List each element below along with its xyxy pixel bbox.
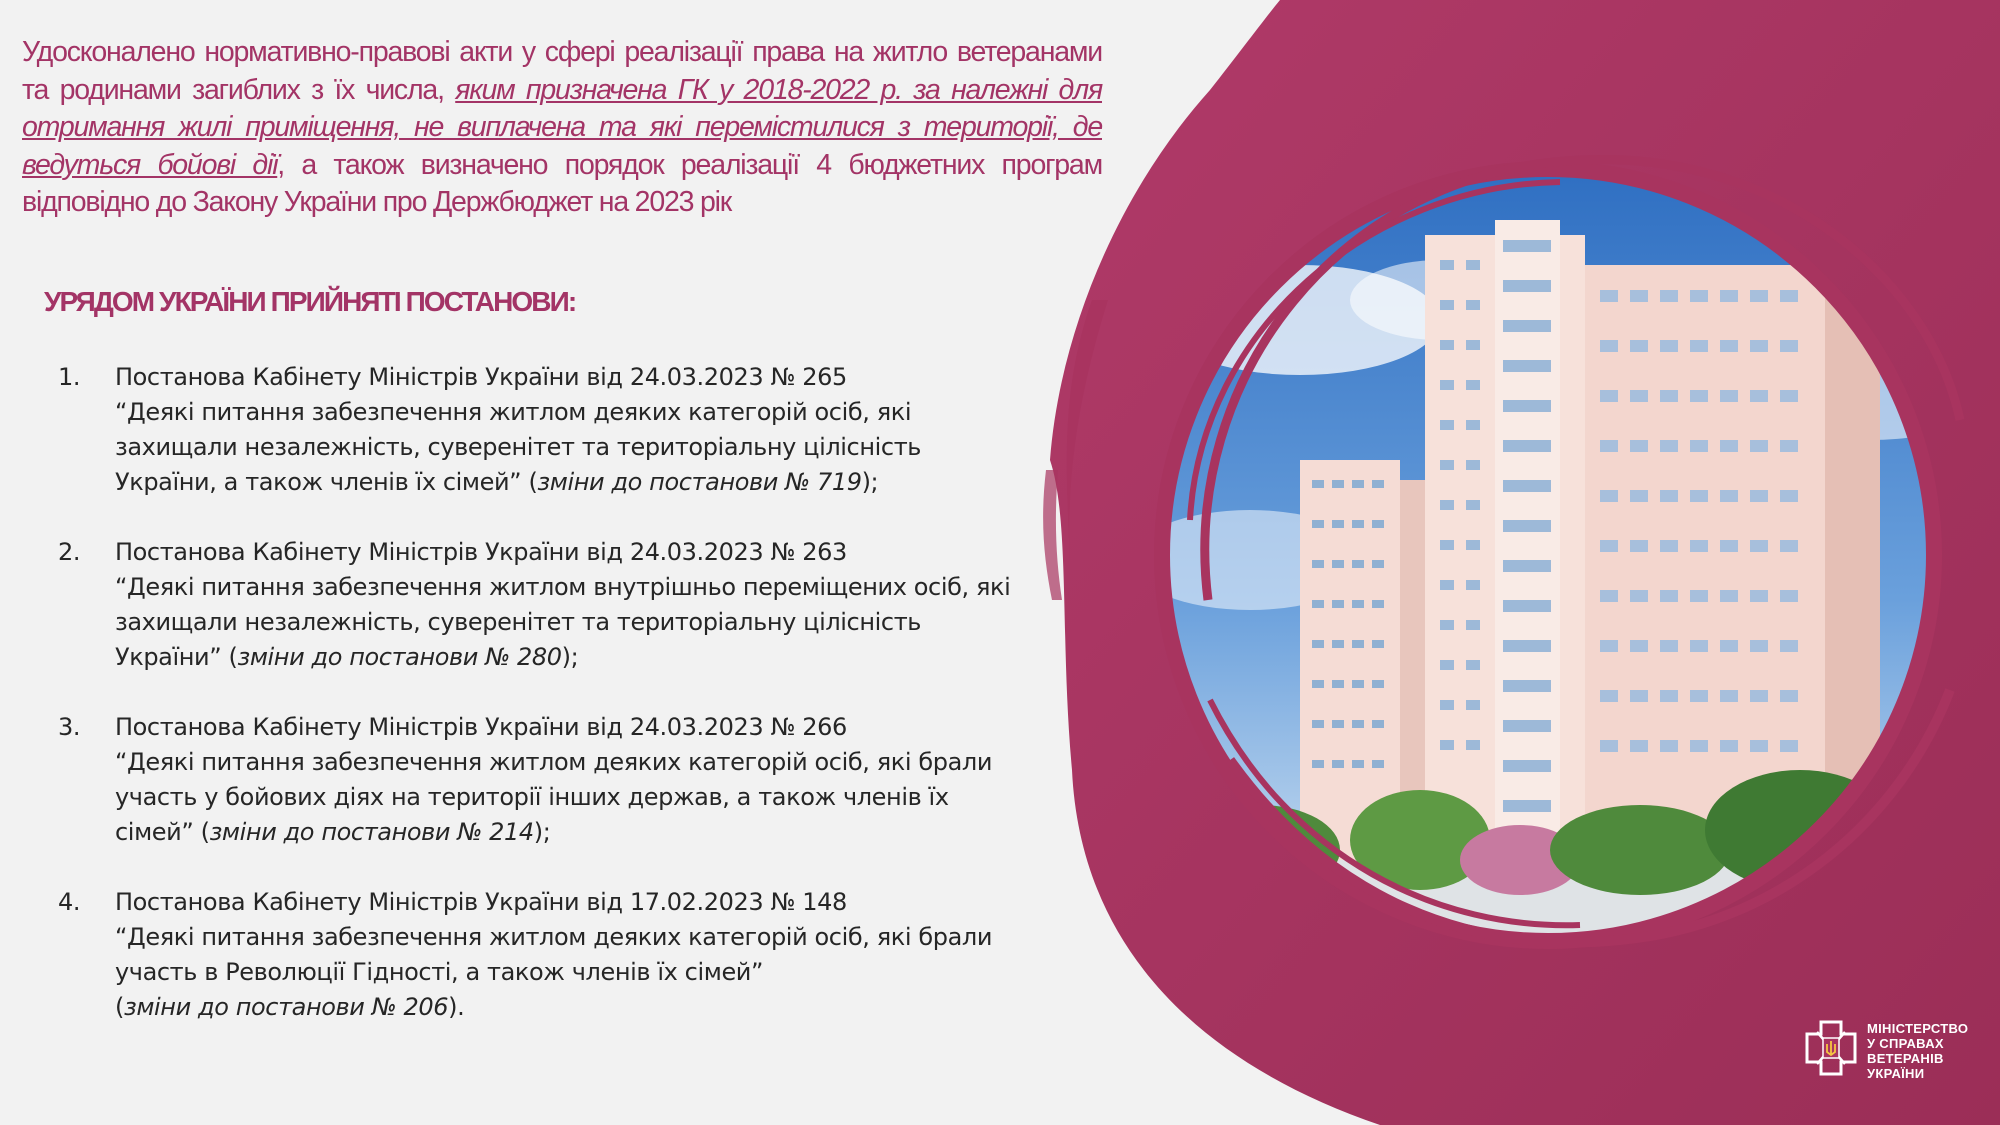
decree-desc-text: “Деякі питання забезпечення житлом деяких категорій осіб, які захищали незалежність, суверенітет та територіальну цілісність України, а також членів їх сімей” ( <box>115 398 922 496</box>
decree-number: 4. <box>58 888 81 916</box>
decree-item <box>58 535 1018 675</box>
decree-title: Постанова Кабінету Міністрів України від 17.02.2023 № 148 <box>115 888 847 916</box>
ministry-name-line: ВЕТЕРАНІВ <box>1867 1051 1944 1066</box>
decree-item <box>58 885 1018 1025</box>
section-heading: УРЯДОМ УКРАЇНИ ПРИЙНЯТІ ПОСТАНОВИ: <box>44 286 576 317</box>
decree-end: ); <box>861 468 879 496</box>
intro-text-end: , а також визначено порядок реалізації 4 бюджетних програм відповідно до Закону України про Держбюджет на 2023 рік <box>22 148 1102 218</box>
ministry-name-line: У СПРАВАХ <box>1867 1036 1944 1051</box>
decree-title: Постанова Кабінету Міністрів України від 24.03.2023 № 266 <box>115 713 847 741</box>
intro-paragraph <box>22 34 1102 222</box>
decree-title: Постанова Кабінету Міністрів України від 24.03.2023 № 265 <box>115 363 847 391</box>
decree-changes: зміни до постанови № 280 <box>237 643 562 671</box>
decree-title: Постанова Кабінету Міністрів України від 24.03.2023 № 263 <box>115 538 847 566</box>
decree-description <box>115 570 1018 675</box>
decree-changes-line: (зміни до постанови № 206). <box>115 993 465 1021</box>
ministry-name-line: МІНІСТЕРСТВО <box>1867 1021 1969 1036</box>
decree-changes: зміни до постанови № 214 <box>209 818 534 846</box>
decree-description <box>115 395 1018 500</box>
ministry-logo <box>1803 1018 1983 1082</box>
decree-changes: зміни до постанови № 719 <box>537 468 862 496</box>
intro-text-start: Удосконалено нормативно-правові акти у сфері реалізації права на житло ветеранами та родинами загиблих з їх числа, <box>22 36 1102 106</box>
decree-changes: зміни до постанови № 206 <box>123 993 449 1021</box>
ministry-name <box>1867 1021 1968 1081</box>
decree-number: 3. <box>58 713 81 741</box>
decree-item <box>58 360 1018 500</box>
decree-end: ); <box>533 818 551 846</box>
decree-end: ). <box>448 993 465 1021</box>
decree-end: ); <box>561 643 579 671</box>
decree-description: “Деякі питання забезпечення житлом деяких категорій осіб, які брали участь в Революції Гідності, а також членів їх сімей” <box>115 923 993 986</box>
decree-number: 2. <box>58 538 81 566</box>
ministry-emblem-icon <box>1803 1018 1859 1078</box>
decree-desc-text: “Деякі питання забезпечення житлом деяких категорій осіб, які брали участь у бойових діях на території інших держав, а також членів їх сімей” ( <box>115 748 993 846</box>
decree-list <box>58 360 1018 1060</box>
ministry-name-line: УКРАЇНИ <box>1867 1066 1925 1081</box>
decree-item <box>58 710 1018 850</box>
intro-text-emphasis: яким призначена ГК у 2018-2022 р. за належні для отримання жилі приміщення, не виплачена та які перемістилися з території, де ведуться бойові дії <box>22 73 1102 181</box>
decree-desc-text: “Деякі питання забезпечення житлом внутрішньо переміщених осіб, які захищали незалежність, суверенітет та територіальну цілісність України” ( <box>115 573 1011 671</box>
decree-description <box>115 745 1018 850</box>
decree-number: 1. <box>58 363 81 391</box>
